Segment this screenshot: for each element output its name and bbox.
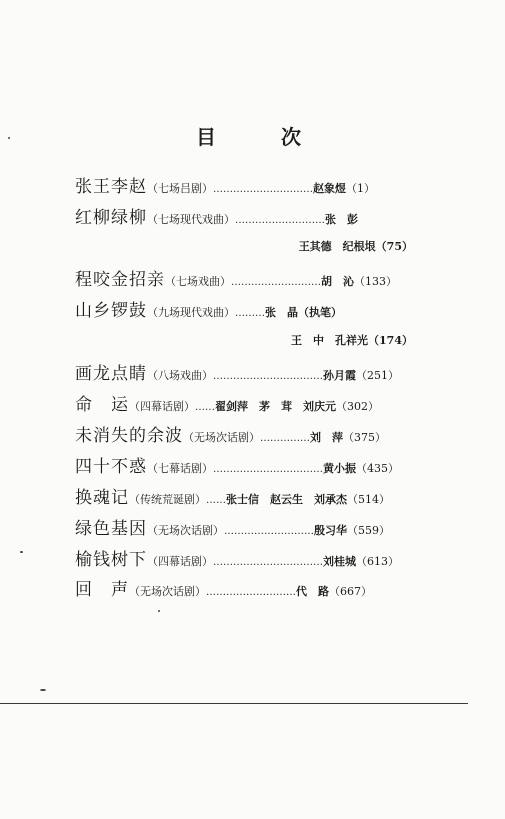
entry-page: （559） xyxy=(347,524,390,537)
leader-dots: …… xyxy=(206,495,226,506)
toc-continuation: 王 中 孔祥光（174） xyxy=(291,334,413,347)
leader-dots: ……………………… xyxy=(224,526,314,537)
entry-genre: （无场次话剧） xyxy=(147,524,224,537)
entry-page: （667） xyxy=(329,585,372,598)
entry-title: 换魂记 xyxy=(75,488,129,508)
toc-entry xyxy=(75,299,415,323)
entry-genre: （四幕话剧） xyxy=(147,555,213,568)
entry-author: 刘 萍 xyxy=(310,431,343,444)
entry-author: 张士信 赵云生 刘承杰 xyxy=(226,493,347,506)
entry-title: 绿色基因 xyxy=(75,519,147,539)
leader-dots: ……… xyxy=(235,308,265,319)
leader-dots: ………………………… xyxy=(213,184,313,195)
entry-title: 回 声 xyxy=(75,580,129,600)
toc-entry xyxy=(75,206,415,230)
entry-author: 赵象煜 xyxy=(313,182,346,195)
entry-title: 未消失的余波 xyxy=(75,426,183,446)
toc-entry xyxy=(75,517,415,541)
entry-author: 张 晶（执笔） xyxy=(265,306,342,319)
entry-title: 程咬金招亲 xyxy=(75,270,165,290)
toc-entry xyxy=(75,268,415,292)
entry-page: （435） xyxy=(356,462,399,475)
entry-title: 命 运 xyxy=(75,395,129,415)
toc-continuation: 王其德 纪根垠（75） xyxy=(298,240,413,253)
entry-title: 四十不惑 xyxy=(75,457,147,477)
entry-page: （514） xyxy=(347,493,390,506)
leader-dots: ……………………… xyxy=(231,277,321,288)
toc-entry xyxy=(75,362,415,386)
leader-dots: ……………………… xyxy=(206,587,296,598)
toc-entry xyxy=(75,424,415,448)
entry-genre: （无场次话剧） xyxy=(183,431,260,444)
leader-dots: …………………………… xyxy=(213,464,323,475)
entry-genre: （七场吕剧） xyxy=(147,182,213,195)
entry-genre: （七场现代戏曲） xyxy=(147,213,235,226)
entry-author: 刘桂城 xyxy=(323,555,356,568)
entry-genre: （无场次话剧） xyxy=(129,585,206,598)
entry-genre: （八场戏曲） xyxy=(147,369,213,382)
entry-genre: （九场现代戏曲） xyxy=(147,306,235,319)
entry-author: 胡 沁 xyxy=(321,275,354,288)
leader-dots: …………………………… xyxy=(213,557,323,568)
title-char-2: 次 xyxy=(281,125,301,149)
entry-author: 张 彭 xyxy=(325,213,358,226)
scan-speck xyxy=(8,137,10,139)
entry-page: （375） xyxy=(343,431,386,444)
entry-genre: （七幕话剧） xyxy=(147,462,213,475)
toc-entry xyxy=(75,455,415,479)
leader-dots: …… xyxy=(195,402,215,413)
entry-title: 榆钱树下 xyxy=(75,550,147,570)
entry-author: 黄小振 xyxy=(323,462,356,475)
leader-dots: ……………………… xyxy=(235,215,325,226)
toc-entry xyxy=(75,578,415,602)
entry-genre: （四幕话剧） xyxy=(129,400,195,413)
toc-entry xyxy=(75,393,415,417)
title-char-1: 目 xyxy=(196,125,216,149)
entry-title: 张王李赵 xyxy=(75,177,147,197)
leader-dots: …………………………… xyxy=(213,371,323,382)
entry-author: 殷习华 xyxy=(314,524,347,537)
entry-author: 孙月霞 xyxy=(323,369,356,382)
scan-speck xyxy=(158,610,160,612)
entry-author: 翟剑萍 茅 茸 刘庆元 xyxy=(215,400,336,413)
scan-speck xyxy=(20,551,23,553)
leader-dots: …………… xyxy=(260,433,310,444)
toc-entry xyxy=(75,175,415,199)
entry-page: （251） xyxy=(356,369,399,382)
entry-genre: （传统荒诞剧） xyxy=(129,493,206,506)
toc-entry xyxy=(75,548,415,572)
entry-page: （613） xyxy=(356,555,399,568)
scan-speck xyxy=(40,689,46,691)
page-rule xyxy=(0,703,468,704)
toc-entry xyxy=(75,486,415,510)
entry-genre: （七场戏曲） xyxy=(165,275,231,288)
entry-author: 代 路 xyxy=(296,585,329,598)
entry-title: 山乡锣鼓 xyxy=(75,301,147,321)
entry-title: 画龙点睛 xyxy=(75,364,147,384)
entry-page: （133） xyxy=(354,275,397,288)
entry-title: 红柳绿柳 xyxy=(75,208,147,228)
entry-page: （302） xyxy=(336,400,379,413)
entry-page: （1） xyxy=(346,182,375,195)
